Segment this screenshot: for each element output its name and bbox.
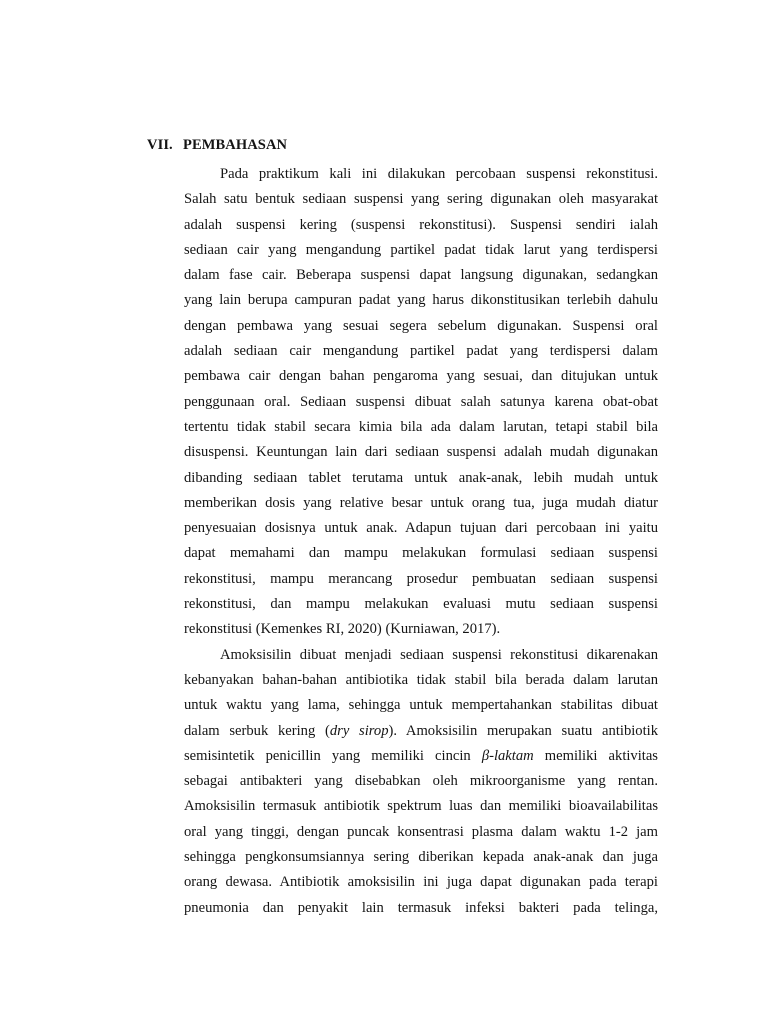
text-line: untuk waktu yang lama, sehingga untuk mempertahankan stabilitas dibuat [184, 697, 658, 714]
text-line: Pada praktikum kali ini dilakukan percobaan suspensi rekonstitusi. [220, 166, 658, 182]
section-title: PEMBAHASAN [183, 137, 288, 153]
text-line: sediaan cair yang mengandung partikel padat tidak larut yang terdispersi [184, 241, 658, 258]
text-line: semisintetik penicillin yang memiliki cincin β-laktam memiliki aktivitas [184, 747, 658, 764]
text-line: Amoksisilin dibuat menjadi sediaan suspensi rekonstitusi dikarenakan [220, 646, 658, 663]
text-line: pneumonia dan penyakit lain termasuk infeksi bakteri pada telinga, [184, 899, 658, 916]
text-line: kebanyakan bahan-bahan antibiotika tidak stabil bila berada dalam larutan [184, 671, 658, 688]
italic-term: β-laktam [481, 747, 534, 764]
text-line: tertentu tidak stabil secara kimia bila ada dalam larutan, tetapi stabil bila [184, 418, 658, 435]
text-line: rekonstitusi, mampu merancang prosedur pembuatan sediaan suspensi [184, 570, 658, 587]
text-line: adalah sediaan cair mengandung partikel padat yang terdispersi dalam [184, 343, 658, 360]
paragraph [184, 643, 658, 921]
text-line: penyesuaian dosisnya untuk anak. Adapun tujuan dari percobaan ini yaitu [184, 520, 658, 537]
text-line: dibanding sediaan tablet terutama untuk anak-anak, lebih mudah untuk [184, 469, 658, 486]
text-line: rekonstitusi (Kemenkes RI, 2020) (Kurniawan, 2017). [184, 621, 501, 638]
text-line: disuspensi. Keuntungan lain dari sediaan suspensi adalah mudah digunakan [184, 444, 658, 461]
text-line: dengan pembawa yang sesuai segera sebelum digunakan. Suspensi oral [184, 317, 658, 334]
paragraph [184, 162, 658, 643]
italic-term: dry sirop [329, 722, 389, 739]
text-line: oral yang tinggi, dengan puncak konsentrasi plasma dalam waktu 1-2 jam [184, 823, 658, 840]
text-line: yang lain berupa campuran padat yang harus dikonstitusikan terlebih dahulu [184, 292, 658, 309]
body-text [184, 162, 658, 921]
text-line: sehingga pengkonsumsiannya sering diberikan kepada anak-anak dan juga [184, 849, 658, 866]
text-line: penggunaan oral. Sediaan suspensi dibuat salah satunya karena obat-obat [184, 393, 658, 410]
text-line: memberikan dosis yang relative besar untuk orang tua, juga mudah diatur [184, 494, 658, 511]
text-line: dapat memahami dan mampu melakukan formulasi sediaan suspensi [184, 545, 658, 562]
text-line: pembawa cair dengan bahan pengaroma yang sesuai, dan ditujukan untuk [184, 368, 658, 385]
text-line: adalah suspensi kering (suspensi rekonstitusi). Suspensi sendiri ialah [184, 216, 658, 233]
section-number: VII. [147, 137, 173, 153]
text-line: dalam serbuk kering (dry sirop). Amoksisilin merupakan suatu antibiotik [184, 722, 658, 739]
text-line: Amoksisilin termasuk antibiotik spektrum luas dan memiliki bioavailabilitas [184, 798, 658, 815]
text-line: sebagai antibakteri yang disebabkan oleh mikroorganisme yang rentan. [184, 773, 658, 790]
section-heading [147, 137, 287, 154]
text-line: Salah satu bentuk sediaan suspensi yang sering digunakan oleh masyarakat [184, 191, 658, 208]
text-line: rekonstitusi, dan mampu melakukan evaluasi mutu sediaan suspensi [184, 596, 658, 613]
text-line: dalam fase cair. Beberapa suspensi dapat langsung digunakan, sedangkan [184, 267, 658, 284]
text-line: orang dewasa. Antibiotik amoksisilin ini juga dapat digunakan pada terapi [184, 874, 658, 891]
